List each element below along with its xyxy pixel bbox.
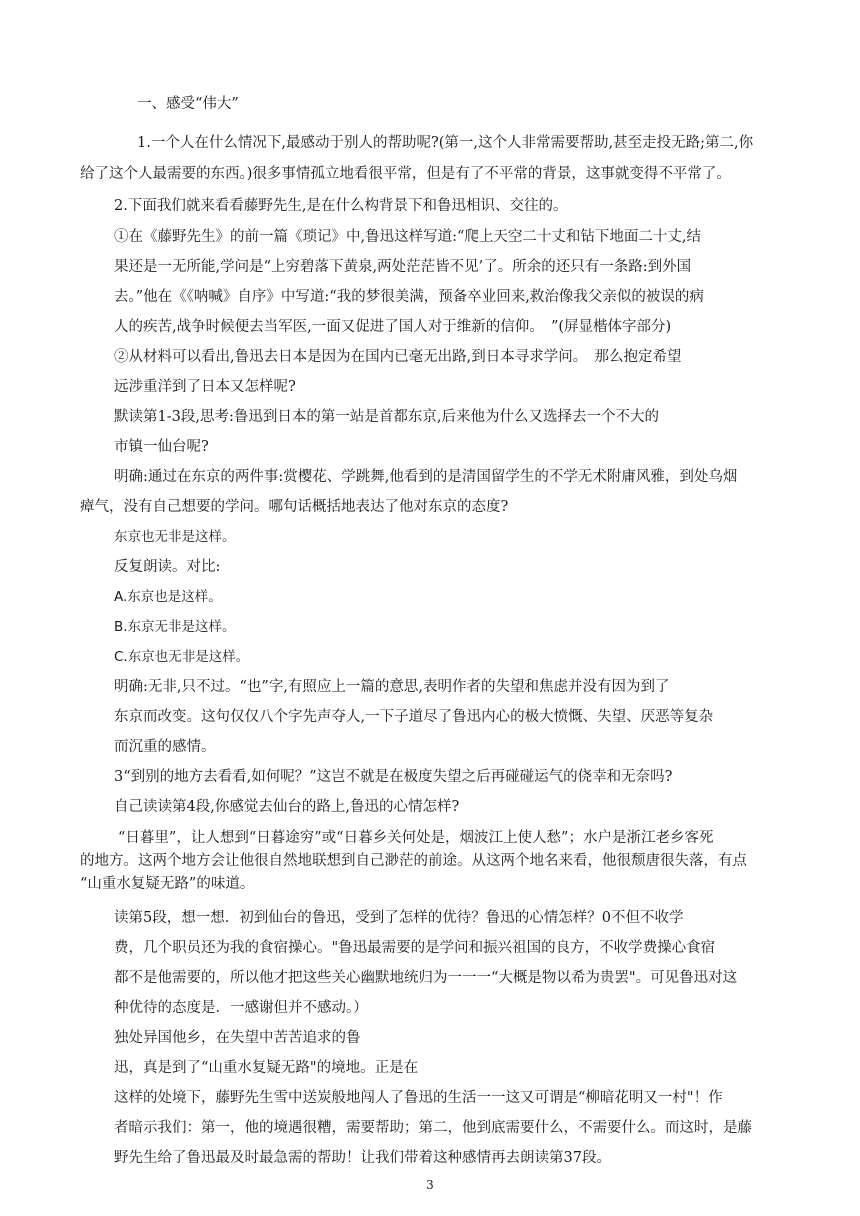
paragraph-line: 去。”他在《《呐喊》自序》中写道:“我的梦很美满，预备卒业回来,救治像我父亲似的被误的病: [114, 289, 704, 305]
paragraph-line: “日暮里”，让人想到“日暮途穷”或“日暮乡关何处是，烟波江上使人愁”；水户是浙江老乡客死: [118, 830, 714, 846]
paragraph-line: 迅，真是到了“山重水复疑无路"的境地。正是在: [114, 1060, 419, 1076]
paragraph-line: 者暗示我们：第一，他的境遇很糟，需要帮助；第二，他到底需要什么，不需要什么。而这时，是藤: [114, 1120, 752, 1136]
paragraph-line: 市镇一仙台呢?: [114, 439, 209, 455]
comparison-option-a: A.东京也是这样。: [114, 589, 222, 605]
paragraph-line: ①在《藤野先生》的前一篇《琐记》中,鲁迅这样写道:“爬上天空二十丈和钻下地面二十丈,结: [114, 229, 702, 245]
paragraph-line: 明确:无非,只不过。“也”字,有照应上一篇的意思,表明作者的失望和焦虑并没有因为到了: [114, 679, 670, 695]
section-heading: 一、感受“伟大”: [137, 96, 239, 112]
paragraph-line: 1.一个人在什么情况下,最感动于别人的帮助呢?(第一,这个人非常需要帮助,甚至走投无路;第二,你: [137, 135, 754, 151]
paragraph-line: 远涉重洋到了日本又怎样呢?: [114, 379, 296, 395]
paragraph-line: 人的疾苦,战争时候便去当军医,一面又促进了国人对于维新的信仰。 ”(屏显楷体字部分): [114, 319, 672, 335]
comparison-option-c: C.东京也无非是这样。: [114, 649, 250, 665]
paragraph-line: 自己读读第4段,你感觉去仙台的路上,鲁迅的心情怎样?: [114, 799, 460, 815]
paragraph-line: 明确:通过在东京的两件事:赏樱花、学跳舞,他看到的是清国留学生的不学无术附庸风雅，到处乌烟: [114, 469, 738, 485]
page-number: 3: [426, 1178, 434, 1192]
paragraph-line: 果还是一无所能,学问是“上穷碧落下黄泉,两处茫茫皆不见’了。所余的还只有一条路:到外国: [114, 259, 692, 275]
paragraph-line: 而沉重的感情。: [114, 739, 216, 755]
paragraph-line: 费，几个职员还为我的食宿操心。"鲁迅最需要的是学问和振兴祖国的良方，不收学费操心食宿: [114, 940, 716, 956]
paragraph-line: 反复朗读。对比:: [114, 559, 221, 575]
paragraph-line: 种优待的态度是．一感谢但并不感动。）: [114, 1000, 368, 1016]
paragraph-line: 都不是他需要的，所以他才把这些关心幽默地统归为一一一“大概是物以希为贵罢"。可见鲁迅对这: [114, 970, 738, 986]
paragraph-line: 独处异国他乡，在失望中苦苦追求的鲁: [114, 1030, 361, 1046]
paragraph-line: 读第5段，想一想．初到仙台的鲁迅，受到了怎样的优待？鲁迅的心情怎样？0不但不收学: [114, 910, 684, 926]
paragraph-line: 3“到别的地方去看看,如何呢？”这岂不就是在极度失望之后再碰碰运气的侥幸和无奈吗?: [114, 769, 673, 785]
paragraph-line: ②从材料可以看出,鲁迅去日本是因为在国内已毫无出路,到日本寻求学问。 那么抱定希望: [114, 349, 682, 365]
comparison-option-b: B.东京无非是这样。: [114, 619, 236, 635]
paragraph-line: 东京而改变。这句仅仅八个字先声夺人,一下子道尽了鲁迅内心的极大愤慨、失望、厌恶等复杂: [114, 709, 714, 725]
paragraph-line: 的地方。这两个地方会让他很自然地联想到自己渺茫的前途。从这两个地名来看，他很颓唐很失落，有点: [80, 853, 747, 869]
paragraph-line: 2.下面我们就来看看藤野先生,是在什么构背景下和鲁迅相识、交往的。: [114, 198, 568, 214]
paragraph-line: 野先生给了鲁迅最及时最急需的帮助！让我们带着这种感情再去朗读第37段。: [114, 1150, 611, 1166]
paragraph-line: “山重水复疑无路”的味道。: [80, 876, 255, 892]
paragraph-line: 这样的处境下，藤野先生雪中送炭般地闯人了鲁迅的生活一一这又可谓是“柳暗花明又一村"！作: [114, 1090, 723, 1106]
paragraph-line: 给了这个人最需要的东西。)很多事情孤立地看很平常，但是有了不平常的背景，这事就变得不平常了。: [80, 166, 731, 182]
paragraph-line: 瘴气，没有自己想要的学问。哪句话概括地表达了他对东京的态度?: [80, 499, 509, 515]
paragraph-line: 默读第1-3段,思考:鲁迅到日本的第一站是首都东京,后来他为什么又选择去一个不大的: [114, 409, 659, 425]
quoted-sentence: 东京也无非是这样。: [114, 529, 236, 545]
